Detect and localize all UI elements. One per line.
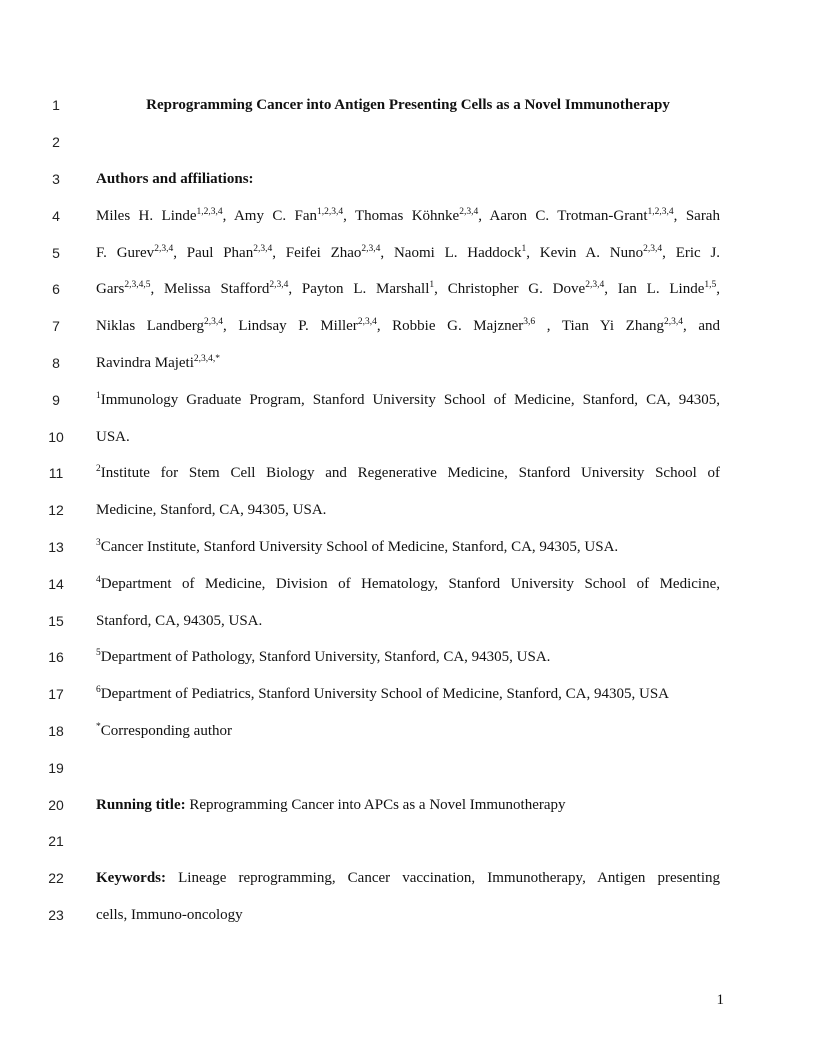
author-line: F. Gurev$^{2,3,4}$, Paul Phan$^{2,3,4}$, Feifei Zhao$^{2,3,4}$, Naomi L. Haddock$^1$, Kevin A. Nuno$^{2,3,4}$, Eric J. — [96, 244, 721, 261]
affiliation-line — [96, 684, 720, 704]
author-name-part: Gars — [96, 281, 125, 297]
affiliation-number: * — [96, 722, 101, 732]
author-name-part: Eric J. — [675, 245, 721, 261]
author-line: Gars$^{2,3,4,5}$, Melissa Stafford$^{2,3,4}$, Payton L. Marshall$^1$, Christopher G. Dove$^{2,3,4}$, Ian L. Linde$^{1,5}$, — [96, 280, 721, 297]
author-name: Amy C. Fan — [233, 208, 317, 224]
author-affiliation-sup: 1,2,3,4 — [316, 207, 344, 217]
line-number: 4 — [52, 208, 60, 224]
author-name: Ravindra Majeti — [96, 355, 194, 371]
keywords-text: cells, Immuno-oncology — [96, 907, 243, 923]
affiliation-text: Department of Pediatrics, Stanford University School of Medicine, Stanford, CA, 94305, USA — [100, 686, 669, 702]
author-name: Paul Phan — [186, 245, 254, 261]
affiliation-text: Department of Medicine, Division of Hematology, Stanford University School of Medicine, — [100, 576, 720, 592]
author-name: Melissa Stafford — [164, 281, 270, 297]
line-number: 3 — [52, 171, 60, 187]
author-affiliation-sup: 2,3,4 — [585, 280, 605, 290]
author-affiliation-sup: 2,3,4 — [203, 317, 223, 327]
author-affiliation-sup: 1,2,3,4 — [647, 207, 674, 217]
line-number: 20 — [48, 797, 64, 813]
running-title-label: Running title: — [96, 797, 186, 813]
keywords-text: Lineage reprogramming, Cancer vaccination, Immunotherapy, Antigen presenting — [178, 870, 721, 886]
authors-heading: Authors and affiliations: — [96, 171, 254, 187]
keywords-line — [96, 868, 720, 888]
author-name: Tian Yi Zhang — [561, 318, 664, 334]
keywords-label: Keywords: — [96, 870, 166, 886]
line-number: 8 — [52, 355, 60, 371]
author-affiliation-sup: 1 — [429, 280, 435, 290]
line-number: 19 — [48, 760, 64, 776]
line-number: 9 — [52, 392, 60, 408]
affiliation-text: Department of Pathology, Stanford University, Stanford, CA, 94305, USA. — [100, 649, 551, 665]
author-line: Miles H. Linde$^{1,2,3,4}$, Amy C. Fan$^{1,2,3,4}$, Thomas Köhnke$^{2,3,4}$, Aaron C. Trotman-Grant$^{1,2,3,4}$, Sarah — [96, 207, 720, 224]
line-number: 12 — [48, 502, 64, 518]
author-name-part: Sarah — [685, 208, 720, 224]
line-number: 14 — [48, 576, 64, 592]
author-name-part: F. Gurev — [96, 245, 155, 261]
affiliation-line — [96, 463, 720, 483]
author-affiliation-sup: 2,3,4,5 — [124, 280, 151, 290]
line-number: 22 — [48, 870, 64, 886]
affiliation-text: Medicine, Stanford, CA, 94305, USA. — [96, 502, 327, 518]
author-line — [96, 353, 720, 373]
author-affiliation-sup: 3,6 — [523, 317, 536, 327]
author-line: Niklas Landberg$^{2,3,4}$, Lindsay P. Miller$^{2,3,4}$, Robbie G. Majzner$^{3,6}$ , Tian Yi Zhang$^{2,3,4}$, and — [96, 317, 721, 334]
line-number: 18 — [48, 723, 64, 739]
affiliation-line — [96, 611, 720, 631]
line-number: 13 — [48, 539, 64, 555]
affiliation-text: Stanford, CA, 94305, USA. — [96, 613, 263, 629]
affiliation-line — [96, 574, 720, 594]
author-name: Aaron C. Trotman-Grant — [489, 208, 648, 224]
paper-title: Reprogramming Cancer into Antigen Presenting Cells as a Novel Immunotherapy — [146, 97, 670, 113]
affiliation-line — [96, 647, 720, 667]
author-affiliation-sup: 2,3,4 — [643, 244, 663, 254]
keywords-line — [96, 905, 720, 925]
affiliation-line — [96, 390, 720, 410]
author-affiliation-sup: 2,3,4 — [459, 207, 479, 217]
affiliation-number: 2 — [96, 464, 101, 474]
page-number: 1 — [716, 992, 724, 1008]
running-title-text: Reprogramming Cancer into APCs as a Novel Immunotherapy — [189, 797, 566, 813]
affiliation-number: 1 — [96, 391, 101, 401]
author-affiliation-sup: 2,3,4 — [361, 244, 381, 254]
affiliation-number: 5 — [96, 648, 101, 658]
author-conjunction: and — [698, 318, 721, 334]
line-number: 5 — [52, 245, 60, 261]
author-affiliation-sup: 1 — [521, 244, 527, 254]
author-name: Christopher G. Dove — [447, 281, 586, 297]
author-name: Kevin A. Nuno — [539, 245, 644, 261]
line-number: 23 — [48, 907, 64, 923]
line-number: 1 — [52, 97, 60, 113]
author-name: Payton L. Marshall — [301, 281, 430, 297]
author-affiliation-sup: 2,3,4 — [357, 317, 377, 327]
authors-heading-line — [96, 169, 720, 189]
affiliation-number: 6 — [96, 685, 101, 695]
affiliation-line — [96, 500, 720, 520]
line-number: 7 — [52, 318, 60, 334]
line-number: 16 — [48, 649, 64, 665]
affiliation-text: Cancer Institute, Stanford University School of Medicine, Stanford, CA, 94305, USA. — [100, 539, 619, 555]
corresponding-author-line — [96, 721, 720, 741]
author-name: Ian L. Linde — [617, 281, 705, 297]
author-affiliation-sup: 2,3,4 — [663, 317, 683, 327]
author-name: Niklas Landberg — [96, 318, 204, 334]
author-name: Feifei Zhao — [285, 245, 362, 261]
author-name: Miles H. Linde — [96, 208, 197, 224]
author-affiliation-sup: 2,3,4 — [154, 244, 174, 254]
author-name: Lindsay P. Miller — [238, 318, 358, 334]
line-number: 6 — [52, 281, 60, 297]
line-number: 21 — [48, 833, 64, 849]
affiliation-number: 3 — [96, 538, 101, 548]
affiliation-text: Corresponding author — [100, 723, 232, 739]
affiliation-text: Immunology Graduate Program, Stanford University School of Medicine, Stanford, CA, 94305, — [100, 392, 720, 408]
affiliation-line — [96, 537, 720, 557]
affiliation-text: Institute for Stem Cell Biology and Regenerative Medicine, Stanford University School of — [100, 465, 720, 481]
affiliation-line — [96, 427, 720, 447]
author-name: Naomi L. Haddock — [393, 245, 522, 261]
line-number: 11 — [48, 465, 64, 481]
author-affiliation-sup: 1,5 — [704, 280, 717, 290]
line-number: 15 — [48, 613, 64, 629]
author-name: Robbie G. Majzner — [392, 318, 524, 334]
author-affiliation-sup: 2,3,4 — [269, 280, 289, 290]
line-number: 10 — [48, 429, 64, 445]
author-affiliation-sup: 2,3,4 — [253, 244, 273, 254]
running-title-line — [96, 795, 720, 815]
author-name: Thomas Köhnke — [354, 208, 460, 224]
author-affiliation-sup: 2,3,4,* — [193, 354, 221, 364]
affiliation-text: USA. — [96, 429, 130, 445]
line-number: 2 — [52, 134, 60, 150]
author-affiliation-sup: 1,2,3,4 — [196, 207, 223, 217]
line-number: 17 — [48, 686, 64, 702]
affiliation-number: 4 — [96, 575, 101, 585]
